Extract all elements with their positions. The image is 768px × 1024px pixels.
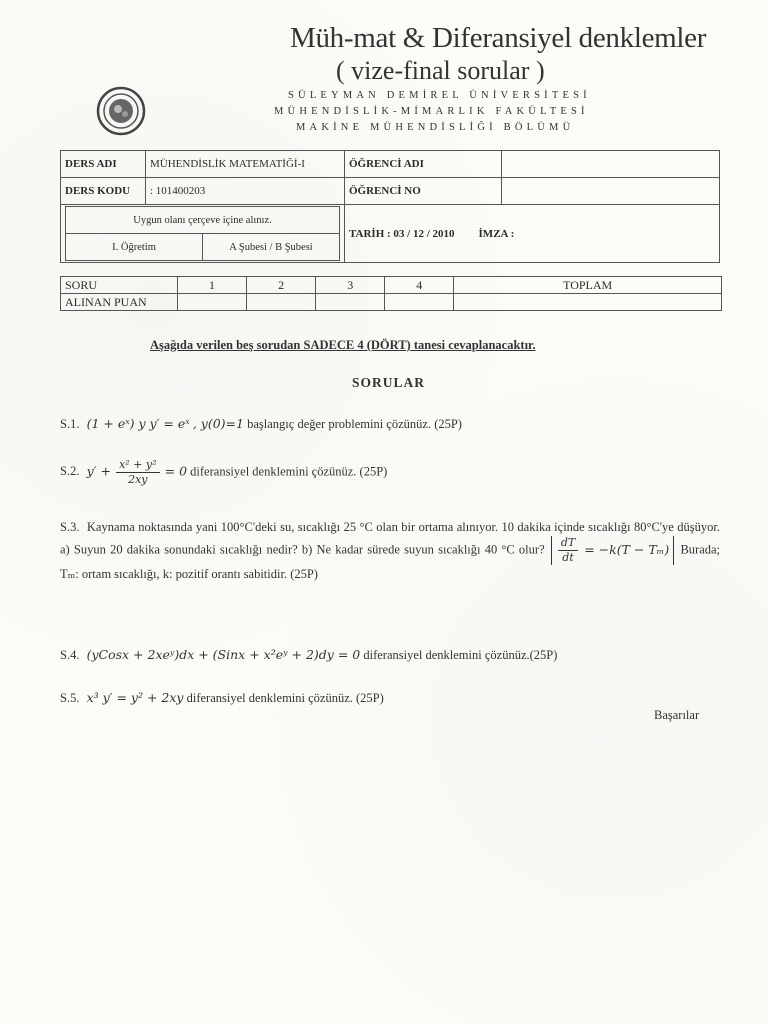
exam-subtitle: ( vize-final sorular ) [336, 56, 545, 85]
choice-note: Uygun olanı çerçeve içine alınız. [66, 207, 340, 234]
fraction-denominator: 2xy [128, 473, 148, 486]
score-col-3: 3 [316, 277, 385, 294]
question-text: diferansiyel denklemini çözünüz. (25P) [186, 691, 384, 705]
choice-table [65, 206, 340, 261]
points-label: ALINAN PUAN [61, 294, 178, 311]
university-seal-icon [96, 86, 146, 136]
newton-cooling-equation [551, 536, 674, 565]
question-number: S.4. [60, 648, 80, 662]
student-name-label: ÖĞRENCİ ADI [345, 151, 502, 178]
question-label: SORU [61, 277, 178, 294]
question-5 [60, 689, 720, 707]
score-col-4: 4 [385, 277, 454, 294]
date-signature-cell [345, 205, 720, 263]
faculty-name: MÜHENDİSLİK-MİMARLIK FAKÜLTESİ [274, 106, 589, 117]
question-note: Burada; Tₘ: ortam sıcaklığı, k: pozitif orantı sabitidir. (25P) [60, 542, 721, 581]
section-option[interactable]: A Şubesi / B Şubesi [203, 234, 340, 261]
question-text: başlangıç değer problemini çözünüz. (25P) [247, 417, 462, 431]
question-equation: x³ y′ = y² + 2xy [86, 690, 184, 705]
student-no-label: ÖĞRENCİ NO [345, 178, 502, 205]
question-text: diferansiyel denklemini çözünüz.(25P) [363, 648, 558, 662]
equation-lhs: y′ + [86, 463, 111, 479]
derivative-numerator: dT [558, 536, 578, 551]
university-name: SÜLEYMAN DEMİREL ÜNİVERSİTESİ [288, 90, 591, 101]
choice-cell [61, 205, 345, 263]
derivative-fraction [558, 536, 578, 565]
points-field-1[interactable] [178, 294, 247, 311]
course-name-label: DERS ADI [61, 151, 146, 178]
question-number: S.5. [60, 691, 80, 705]
question-number: S.2. [60, 464, 80, 479]
question-number: S.3. [60, 520, 80, 534]
question-1 [60, 415, 720, 433]
initial-condition: , y(0)=1 [192, 416, 244, 431]
equation-rhs: = −k(T − Tₘ) [584, 542, 670, 557]
course-code-label: DERS KODU [61, 178, 146, 205]
question-2 [60, 458, 720, 487]
question-number: S.1. [60, 417, 80, 431]
student-info-table [60, 150, 720, 263]
points-field-3[interactable] [316, 294, 385, 311]
department-name: MAKİNE MÜHENDİSLİĞİ BÖLÜMÜ [296, 122, 575, 133]
derivative-denominator: dt [562, 551, 574, 564]
score-col-2: 2 [247, 277, 316, 294]
question-text: Kaynama noktasında yani 100°C'deki su, sıcaklığı 25 °C olan bir ortama alınıyor. 10 dakika içinde sıcaklığı 80°C'ye düşüyor. a) Suyun 20 dakika sonundaki sıcaklığı nedir? b) Ne kadar sürede suyun sıcaklığı 40 °C olur? [60, 520, 720, 557]
fraction-numerator: x² + y² [116, 458, 159, 473]
question-3 [60, 518, 720, 583]
course-code-value: : 101400203 [146, 178, 345, 205]
questions-heading: SORULAR [352, 375, 426, 390]
points-field-4[interactable] [385, 294, 454, 311]
student-name-field[interactable] [502, 151, 720, 178]
course-name-value: MÜHENDİSLİK MATEMATİĞİ-I [146, 151, 345, 178]
score-col-total: TOPLAM [454, 277, 722, 294]
question-text: diferansiyel denklemini çözünüz. (25P) [190, 464, 388, 479]
closing-note: Başarılar [654, 708, 700, 722]
equation-fraction [116, 458, 159, 487]
question-equation: (1 + eˣ) y y′ = eˣ [86, 416, 190, 431]
points-field-2[interactable] [247, 294, 316, 311]
exam-title: Müh-mat & Diferansiyel denklemler [290, 22, 707, 54]
score-col-1: 1 [178, 277, 247, 294]
exam-date: TARİH : 03 / 12 / 2010 [349, 227, 455, 240]
university-header [270, 88, 670, 136]
equation-rhs: = 0 [164, 463, 188, 479]
student-no-field[interactable] [502, 178, 720, 205]
points-field-total[interactable] [454, 294, 722, 311]
signature-label: İMZA : [478, 227, 515, 240]
question-equation: (yCosx + 2xeʸ)dx + (Sinx + x²eʸ + 2)dy = 0 [86, 647, 361, 662]
question-4 [60, 646, 720, 664]
score-table [60, 276, 722, 311]
exam-instruction: Aşağıda verilen beş sorudan SADECE 4 (DÖRT) tanesi cevaplanacaktır. [150, 338, 536, 352]
education-type-option[interactable]: I. Öğretim [66, 234, 203, 261]
